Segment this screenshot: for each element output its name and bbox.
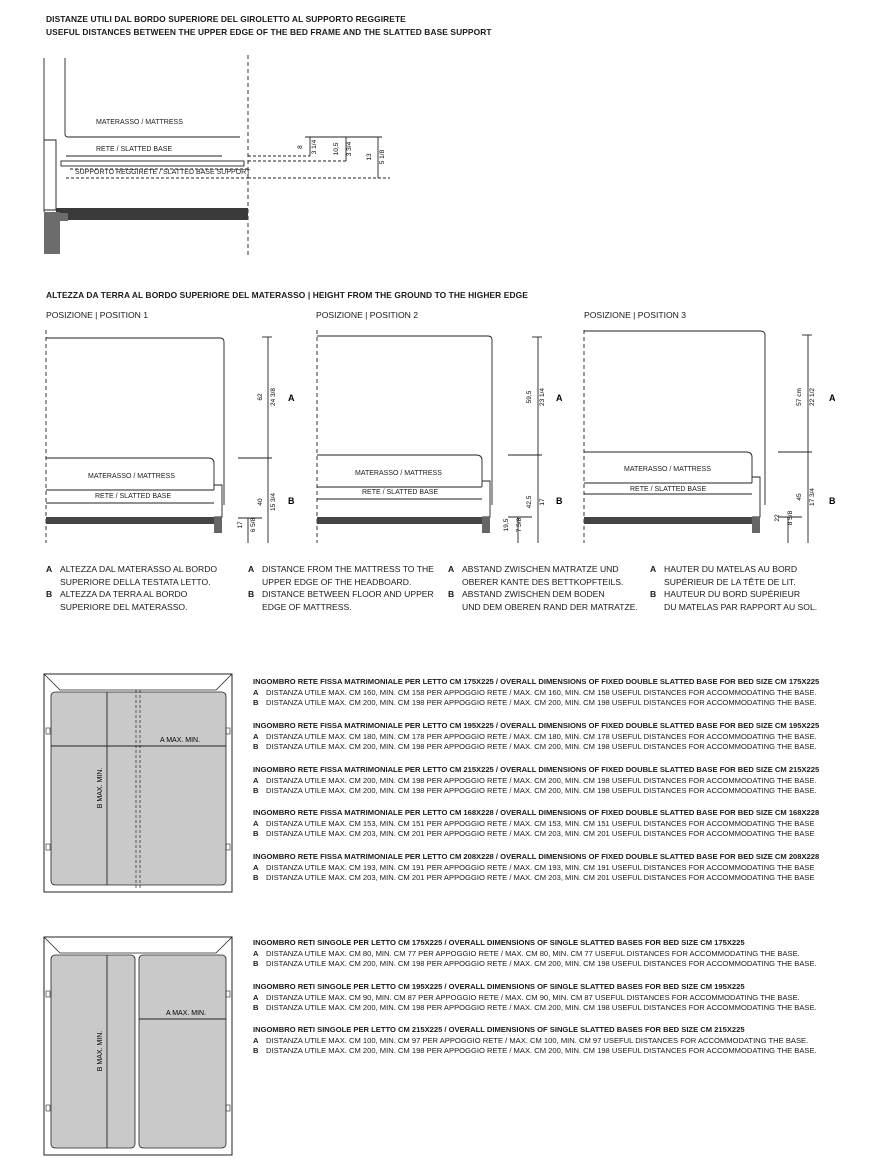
pos1-letter-a: A [288, 393, 295, 403]
double-entry-2: INGOMBRO RETE FISSA MATRIMONIALE PER LETTO CM 195X225 / OVERALL DIMENSIONS OF FIXED DOUBLE SLATTED BASE FOR BED SIZE CM 195X225 A DISTANZA UTILE MAX. CM 180, MIN. CM 178 PER APPOGGIO RETE / MAX. CM 180, MIN. CM 178 USEFUL DISTANCES FOR ACCOMMODATING THE BASE. B DISTANZA UTILE MAX. CM 200, MIN. CM 198 PER APPOGGIO RETE / MAX. CM 200, MIN. CM 198 USEFUL DISTANCES FOR ACCOMMODATING THE BASE. [253, 721, 820, 752]
pos2-a-in: 23 1/4 [539, 387, 546, 407]
single-entry-2: INGOMBRO RETI SINGOLE PER LETTO CM 195X225 / OVERALL DIMENSIONS OF SINGLE SLATTED BASES FOR BED SIZE CM 195X225 A DISTANZA UTILE MAX. CM 90, MIN. CM 87 PER APPOGGIO RETE / MAX. CM 90, MIN. CM 87 USEFUL DISTANCES FOR ACCOMMODATING THE BASE. B DISTANZA UTILE MAX. CM 200, MIN. CM 198 PER APPOGGIO RETE / MAX. CM 200, MIN. CM 198 USEFUL DISTANCES FOR ACCOMMODATING THE BASE. [253, 982, 817, 1013]
pos1-a-in: 24 3/8 [270, 387, 277, 407]
label-slatted-base: RETE / SLATTED BASE [96, 146, 173, 153]
pos2-c-cm: 19,5 [503, 518, 510, 532]
double-entry-4: INGOMBRO RETE FISSA MATRIMONIALE PER LETTO CM 168X228 / OVERALL DIMENSIONS OF FIXED DOUBLE SLATTED BASE FOR BED SIZE CM 168X228 A DISTANZA UTILE MAX. CM 153, MIN. CM 151 PER APPOGGIO RETE / MAX. CM 153, MIN. CM 151 USEFUL DISTANCES FOR ACCOMMODATING THE BASE B DISTANZA UTILE MAX. CM 203, MIN. CM 201 PER APPOGGIO RETE / MAX. CM 203, MIN. CM 201 USEFUL DISTANCES FOR ACCOMMODATING THE BASE [253, 808, 820, 839]
slatted-base-strip [61, 161, 244, 166]
pos2-a-cm: 59,5 [526, 390, 533, 404]
dim-13-in: 5 1/8 [379, 149, 386, 165]
pos1-slatted-label: RETE / SLATTED BASE [95, 493, 172, 500]
double-label-a: A MAX. MIN. [160, 737, 201, 744]
position-1-drawing [46, 330, 295, 543]
pos3-mattress-label: MATERASSO / MATTRESS [624, 466, 711, 473]
pos1-c-cm: 17 [237, 521, 244, 529]
pos2-slatted-label: RETE / SLATTED BASE [362, 489, 439, 496]
section2-drawing [0, 325, 889, 550]
single-label-a: A MAX. MIN. [166, 1010, 207, 1017]
pos3-c-in: 8 5/8 [787, 510, 794, 526]
legend-en: A DISTANCE FROM THE MATTRESS TO THE UPPER EDGE OF THE HEADBOARD. B DISTANCE BETWEEN FLOOR AND UPPER EDGE OF MATTRESS. [248, 564, 434, 612]
pos3-letter-a: A [829, 393, 836, 403]
pos1-letter-b: B [288, 496, 295, 506]
double-base-plan [40, 670, 240, 900]
pos2-b-cm: 42,5 [526, 495, 533, 509]
position-1-label: POSIZIONE | POSITION 1 [46, 310, 149, 320]
pos1-c-in: 6 5/8 [250, 517, 257, 533]
pos3-a-in: 22 1/2 [809, 387, 816, 407]
position-2-drawing [317, 330, 563, 543]
pos2-c-in: 7 5/8 [516, 517, 523, 533]
legend-it: A ALTEZZA DAL MATERASSO AL BORDO SUPERIORE DELLA TESTATA LETTO. B ALTEZZA DA TERRA AL BORDO SUPERIORE DEL MATERASSO. [46, 564, 218, 612]
pos3-c-cm: 22 [774, 514, 781, 522]
pos3-slatted-label: RETE / SLATTED BASE [630, 486, 707, 493]
single-entry-3: INGOMBRO RETI SINGOLE PER LETTO CM 215X225 / OVERALL DIMENSIONS OF SINGLE SLATTED BASES FOR BED SIZE CM 215X225 A DISTANZA UTILE MAX. CM 100, MIN. CM 97 PER APPOGGIO RETE / MAX. CM 100, MIN. CM 97 USEFUL DISTANCES FOR ACCOMMODATING THE BASE. B DISTANZA UTILE MAX. CM 200, MIN. CM 198 PER APPOGGIO RETE / MAX. CM 200, MIN. CM 198 USEFUL DISTANCES FOR ACCOMMODATING THE BASE. [253, 1025, 817, 1056]
section1-title-en: USEFUL DISTANCES BETWEEN THE UPPER EDGE OF THE BED FRAME AND THE SLATTED BASE SUPPORT [46, 27, 492, 37]
single-entry-1: INGOMBRO RETI SINGOLE PER LETTO CM 175X225 / OVERALL DIMENSIONS OF SINGLE SLATTED BASES FOR BED SIZE CM 175X225 A DISTANZA UTILE MAX. CM 80, MIN. CM 77 PER APPOGGIO RETE / MAX. CM 80, MIN. CM 77 USEFUL DISTANCES FOR ACCOMMODATING THE BASE. B DISTANZA UTILE MAX. CM 200, MIN. CM 198 PER APPOGGIO RETE / MAX. CM 200, MIN. CM 198 USEFUL DISTANCES FOR ACCOMMODATING THE BASE. [253, 938, 817, 969]
label-support: SUPPORTO REGGIRETE / SLATTED BASE SUPPORT [75, 169, 251, 176]
double-entry-3: INGOMBRO RETE FISSA MATRIMONIALE PER LETTO CM 215X225 / OVERALL DIMENSIONS OF FIXED DOUBLE SLATTED BASE FOR BED SIZE CM 215X225 A DISTANZA UTILE MAX. CM 200, MIN. CM 198 PER APPOGGIO RETE / MAX. CM 200, MIN. CM 198 USEFUL DISTANCES FOR ACCOMMODATING THE BASE. B DISTANZA UTILE MAX. CM 200, MIN. CM 198 PER APPOGGIO RETE / MAX. CM 200, MIN. CM 198 USEFUL DISTANCES FOR ACCOMMODATING THE BASE. [253, 765, 820, 796]
single-label-b: B MAX. MIN. [97, 1030, 104, 1072]
frame-side-outline [44, 140, 56, 210]
dim-10-5-in: 3 3/4 [346, 141, 353, 157]
position-2-label: POSIZIONE | POSITION 2 [316, 310, 419, 320]
dim-8: 8 [297, 145, 304, 149]
section1-title-it: DISTANZE UTILI DAL BORDO SUPERIORE DEL GIROLETTO AL SUPPORTO REGGIRETE [46, 14, 406, 24]
dim-13: 13 [366, 153, 373, 161]
pos1-b-cm: 40 [257, 498, 264, 506]
section2-title: ALTEZZA DA TERRA AL BORDO SUPERIORE DEL MATERASSO | HEIGHT FROM THE GROUND TO THE HIGHER EDGE [46, 290, 528, 300]
label-mattress: MATERASSO / MATTRESS [96, 119, 183, 126]
dim-8-in: 3 1/4 [311, 139, 318, 155]
mattress-outline [65, 134, 240, 137]
pos3-b-in: 17 3/4 [809, 487, 816, 507]
single-bases-plan [40, 933, 240, 1159]
legend-fr: A HAUTER DU MATELAS AU BORD SUPÉRIEUR DE LA TÊTE DE LIT. B HAUTEUR DU BORD SUPÉRIEUR DU MATELAS PAR RAPPORT AU SOL. [650, 564, 818, 612]
pos2-letter-a: A [556, 393, 563, 403]
double-entry-1: INGOMBRO RETE FISSA MATRIMONIALE PER LETTO CM 175X225 / OVERALL DIMENSIONS OF FIXED DOUBLE SLATTED BASE FOR BED SIZE CM 175X225 A DISTANZA UTILE MAX. CM 160, MIN. CM 158 PER APPOGGIO RETE / MAX. CM 160, MIN. CM 158 USEFUL DISTANCES FOR ACCOMMODATING THE BASE. B DISTANZA UTILE MAX. CM 200, MIN. CM 198 PER APPOGGIO RETE / MAX. CM 200, MIN. CM 198 USEFUL DISTANCES FOR ACCOMMODATING THE BASE. [253, 677, 820, 708]
pos2-mattress-label: MATERASSO / MATTRESS [355, 470, 442, 477]
frame-rail [56, 208, 248, 220]
pos1-a-cm: 62 [257, 393, 264, 401]
double-entry-5: INGOMBRO RETE FISSA MATRIMONIALE PER LETTO CM 208X228 / OVERALL DIMENSIONS OF FIXED DOUBLE SLATTED BASE FOR BED SIZE CM 208X228 A DISTANZA UTILE MAX. CM 193, MIN. CM 191 PER APPOGGIO RETE / MAX. CM 193, MIN. CM 191 USEFUL DISTANCES FOR ACCOMMODATING THE BASE B DISTANZA UTILE MAX. CM 203, MIN. CM 201 PER APPOGGIO RETE / MAX. CM 203, MIN. CM 201 USEFUL DISTANCES FOR ACCOMMODATING THE BASE [253, 852, 820, 883]
pos2-b-in: 17 [539, 498, 546, 506]
legend-de: A ABSTAND ZWISCHEN MATRATZE UND OBERER KANTE DES BETTKOPFTEILS. B ABSTAND ZWISCHEN DEM BODEN UND DEM OBEREN RAND DER MATRATZE. [448, 564, 638, 612]
position-3-drawing [584, 330, 836, 543]
pos1-b-in: 15 3/4 [270, 492, 277, 512]
pos3-letter-b: B [829, 496, 836, 506]
section1-drawing [0, 0, 889, 270]
pos1-mattress-label: MATERASSO / MATTRESS [88, 473, 175, 480]
dim-10-5: 10,5 [333, 142, 340, 156]
bed-leg-joint [60, 213, 68, 221]
position-3-label: POSIZIONE | POSITION 3 [584, 310, 687, 320]
pos3-b-cm: 45 [796, 493, 803, 501]
double-label-b: B MAX. MIN. [97, 767, 104, 809]
bed-leg [44, 212, 60, 254]
pos3-a-cm: 57 cm [796, 388, 803, 406]
pos2-letter-b: B [556, 496, 563, 506]
